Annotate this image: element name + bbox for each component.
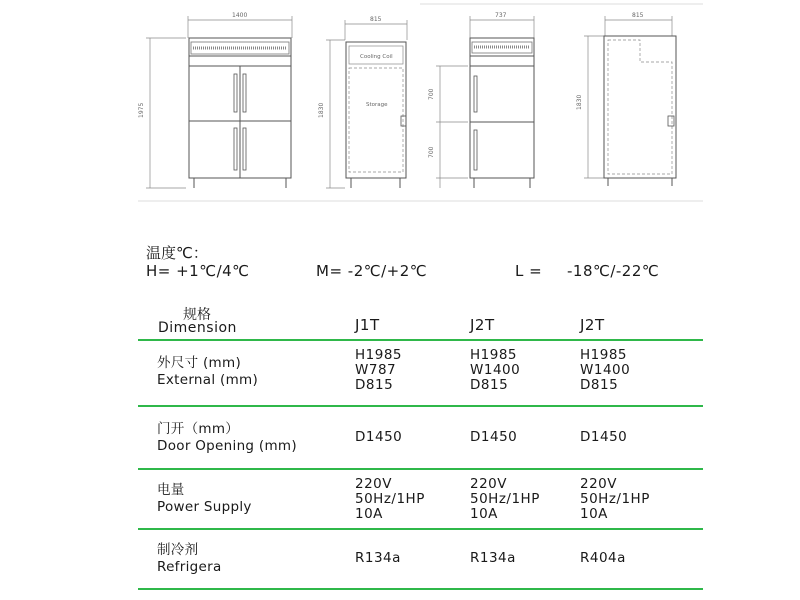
side-height-dim: 1830 xyxy=(318,102,325,118)
upper-section-dim: 700 xyxy=(428,88,435,100)
table-cell: R404a xyxy=(580,550,626,566)
table-cell: 220V 50Hz/1HP 10A xyxy=(580,476,650,522)
table-cell: D1450 xyxy=(470,429,518,445)
table-cell: D1450 xyxy=(355,429,403,445)
side-view xyxy=(318,16,407,188)
table-cell: 220V 50Hz/1HP 10A xyxy=(355,476,425,522)
row-label-door-opening: 门开（mm） Door Opening (mm) xyxy=(157,421,297,454)
table-header-cn: 规格 xyxy=(183,307,211,323)
table-cell: D1450 xyxy=(580,429,628,445)
temp-high: H= +1℃/4℃ xyxy=(146,262,250,280)
table-rule xyxy=(138,528,703,530)
temp-low-label: L = xyxy=(515,262,543,280)
section-height-dim: 1830 xyxy=(576,94,583,110)
front-view xyxy=(138,12,292,188)
table-cell: R134a xyxy=(355,550,401,566)
table-cell: H1985 W1400 D815 xyxy=(470,347,521,393)
table-rule xyxy=(138,339,703,341)
small-width-dim: 737 xyxy=(495,12,507,19)
temp-medium: M= -2℃/+2℃ xyxy=(316,262,428,280)
table-rule xyxy=(138,405,703,407)
storage-label: Storage xyxy=(366,102,388,108)
table-header-en: Dimension xyxy=(158,320,237,336)
table-cell: H1985 W787 D815 xyxy=(355,347,403,393)
cooling-coil-label: Cooling Coil xyxy=(360,54,393,60)
temperature-title: 温度℃： xyxy=(146,244,208,262)
table-rule xyxy=(138,468,703,470)
front-height-dim: 1975 xyxy=(138,102,145,118)
row-label-power-supply: 电量 Power Supply xyxy=(157,482,252,515)
small-front-view xyxy=(428,12,534,188)
technical-drawings xyxy=(0,0,800,210)
table-rule xyxy=(138,588,703,590)
table-cell: H1985 W1400 D815 xyxy=(580,347,631,393)
column-header-j2t-a: J2T xyxy=(470,316,495,334)
section-view xyxy=(576,12,676,186)
temp-low-value: -18℃/-22℃ xyxy=(567,262,660,280)
side-depth-dim: 815 xyxy=(370,16,382,23)
front-width-dim: 1400 xyxy=(232,12,248,19)
row-label-external: 外尺寸 (mm) External (mm) xyxy=(157,355,259,388)
lower-section-dim: 700 xyxy=(428,146,435,158)
section-depth-dim: 815 xyxy=(632,12,644,19)
table-cell: R134a xyxy=(470,550,516,566)
row-label-refrigerant: 制冷剂 Refrigera xyxy=(157,542,222,575)
column-header-j1t: J1T xyxy=(355,316,380,334)
column-header-j2t-b: J2T xyxy=(580,316,605,334)
table-cell: 220V 50Hz/1HP 10A xyxy=(470,476,540,522)
